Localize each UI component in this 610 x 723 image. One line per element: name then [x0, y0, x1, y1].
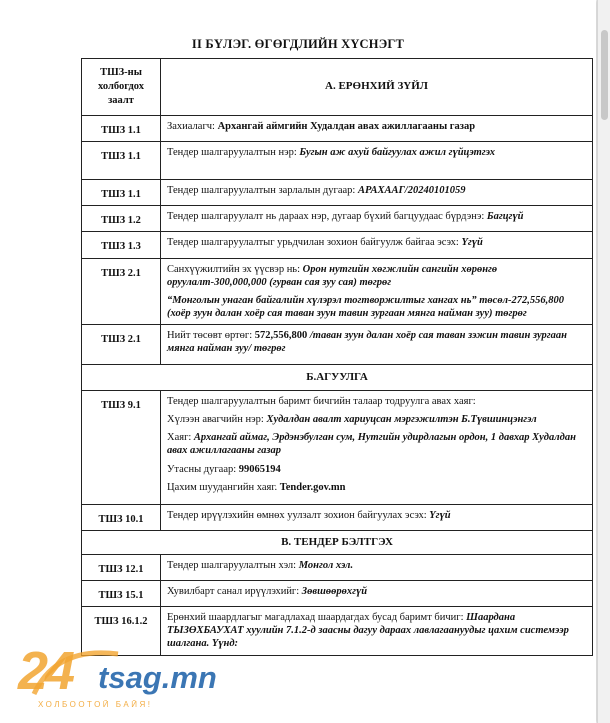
row-content — [161, 504, 593, 530]
row-label: Санхүүжилтийн эх үүсвэр нь: — [167, 263, 303, 275]
row-code: ТШЗ 9.1 — [82, 391, 161, 505]
row-content — [161, 325, 593, 365]
table-row — [82, 180, 593, 206]
row-label: Захиалагч: — [167, 121, 218, 132]
logo-number: 24 — [18, 641, 73, 701]
row-value: Багцгүй — [486, 211, 524, 223]
data-table — [81, 58, 593, 656]
row-code: ТШЗ 10.1 — [82, 504, 161, 530]
contact-intro: Тендер шалгаруулалтын баримт бичгийн талаар тодруулга авах хаяг: — [167, 396, 476, 407]
row-content — [161, 581, 593, 607]
row-value: Үгүй — [429, 509, 451, 521]
row-label: Ерөнхий шаардлагыг магадлахад шаардагдах бусад баримт бичиг: — [167, 612, 467, 624]
row-content — [161, 142, 593, 180]
contact-web-label: Цахим шуудангийн хаяг. — [167, 481, 280, 493]
row-code: ТШЗ 1.2 — [82, 206, 161, 232]
row-content — [161, 258, 593, 325]
table-row — [82, 554, 593, 580]
contact-phone: 99065194 — [238, 463, 281, 475]
logo-site-name: tsag.mn — [98, 660, 217, 695]
row-label: Тендер шалгаруулалт нь дараах нэр, дугаар бүхий багцуудаас бүрдэнэ: — [167, 211, 487, 223]
row-label: Тендер шалгаруулалтыг урьдчилан зохион байгуулж байгаа эсэх: — [167, 237, 462, 249]
section-row — [82, 530, 593, 554]
contact-phone-label: Утасны дугаар: — [167, 463, 239, 475]
contact-person: Худалдан авалт хариуцсан мэргэжилтэн Б.Түвшинцэнгэл — [266, 414, 537, 426]
row-code: ТШЗ 1.1 — [82, 180, 161, 206]
row-value: Бугын аж ахуй байгуулах ажил гүйцэтгэх — [299, 147, 496, 159]
code-column-header: ТШЗ-ны холбогдох заалт — [82, 59, 161, 116]
table-row — [82, 116, 593, 142]
logo-tagline: ХОЛБООТОЙ БАЙЯ! — [38, 700, 153, 709]
funding-source-2: “Монголын унаган байгалийн хүлэрэл тогтворжилтыг хангах нь” төсөл-272,556,800 (хоёр зуун далан хоёр сая таван зуун тавин зургаан мянга найман зуу) төгрөг — [167, 294, 564, 319]
row-label: Тендер ирүүлэхийн өмнөх уулзалт зохион байгуулах эсэх: — [167, 509, 430, 521]
row-content — [161, 180, 593, 206]
scrollbar-thumb[interactable] — [601, 30, 608, 120]
table-row — [82, 504, 593, 530]
table-row — [82, 258, 593, 325]
row-content — [161, 116, 593, 142]
row-value: Архангай аймгийн Худалдан авах ажиллагааны газар — [217, 121, 476, 132]
table-header-row — [82, 59, 593, 116]
row-label: Тендер шалгаруулалтын зарлалын дугаар: — [167, 185, 358, 197]
table-row — [82, 232, 593, 258]
table-row — [82, 391, 593, 505]
row-code: ТШЗ 2.1 — [82, 258, 161, 325]
contact-person-label: Хүлээн авагчийн нэр: — [167, 414, 267, 426]
row-content — [161, 206, 593, 232]
table-row — [82, 607, 593, 655]
row-label: Тендер шалгаруулалтын хэл: — [167, 559, 299, 571]
document-title: II БҮЛЭГ. ӨГӨГДЛИЙН ХҮСНЭГТ — [191, 37, 405, 51]
section-a-heading: А. ЕРӨНХИЙ ЗҮЙЛ — [161, 59, 593, 116]
row-code: ТШЗ 1.1 — [82, 142, 161, 180]
row-label: Нийт төсөвт өртөг: — [167, 330, 255, 341]
contact-address: Архангай аймаг, Эрдэнэбулган сум, Нутгийн удирдлагын ордон, 1 давхар Худалдан авах ажиллагааны газар — [167, 432, 576, 457]
row-code: ТШЗ 15.1 — [82, 581, 161, 607]
table-row — [82, 206, 593, 232]
row-content — [161, 607, 593, 655]
table-row — [82, 142, 593, 180]
row-label: Тендер шалгаруулалтын нэр: — [167, 147, 300, 159]
section-row — [82, 365, 593, 391]
row-value: Монгол хэл. — [298, 559, 354, 571]
row-code: ТШЗ 12.1 — [82, 554, 161, 580]
table-row — [82, 325, 593, 365]
funding-source-1: Орон нутгийн хөгжлийн сангийн хөрөнгө оруулалт-300,000,000 (гурван сая зуу сая) төгрөг — [167, 263, 498, 288]
table-row — [82, 581, 593, 607]
contact-address-label: Хаяг: — [167, 432, 194, 444]
row-value: Үгүй — [461, 237, 483, 249]
row-label: Хувилбарт санал ирүүлэхийг: — [167, 586, 302, 597]
row-content — [161, 391, 593, 505]
row-code: ТШЗ 1.3 — [82, 232, 161, 258]
budget-amount-text: /таван зуун далан хоёр сая таван зэжин тавин зургаан мянга найман зуу/ төгрөг — [167, 330, 567, 355]
row-content — [161, 232, 593, 258]
contact-web: Tender.gov.mn — [279, 481, 346, 493]
row-code: ТШЗ 1.1 — [82, 116, 161, 142]
row-value: Шаардана ТЫЗӨХБАУХАТ хуулийн 7.1.2-д заасны дагуу дараах лавлагаануудыг цахим системээр шалгана. Үүнд: — [167, 612, 569, 650]
budget-amount: 572,556,800 — [254, 330, 308, 341]
row-value: Зөвшөөрөхгүй — [301, 586, 368, 597]
section-c-heading: В. ТЕНДЕР БЭЛТГЭХ — [82, 530, 593, 554]
section-b-heading: Б.АГУУЛГА — [82, 365, 593, 391]
row-code: ТШЗ 16.1.2 — [82, 607, 161, 655]
row-value: АРАХААГ/20240101059 — [357, 185, 466, 197]
row-content — [161, 554, 593, 580]
row-code: ТШЗ 2.1 — [82, 325, 161, 365]
scrollbar[interactable] — [597, 0, 610, 723]
